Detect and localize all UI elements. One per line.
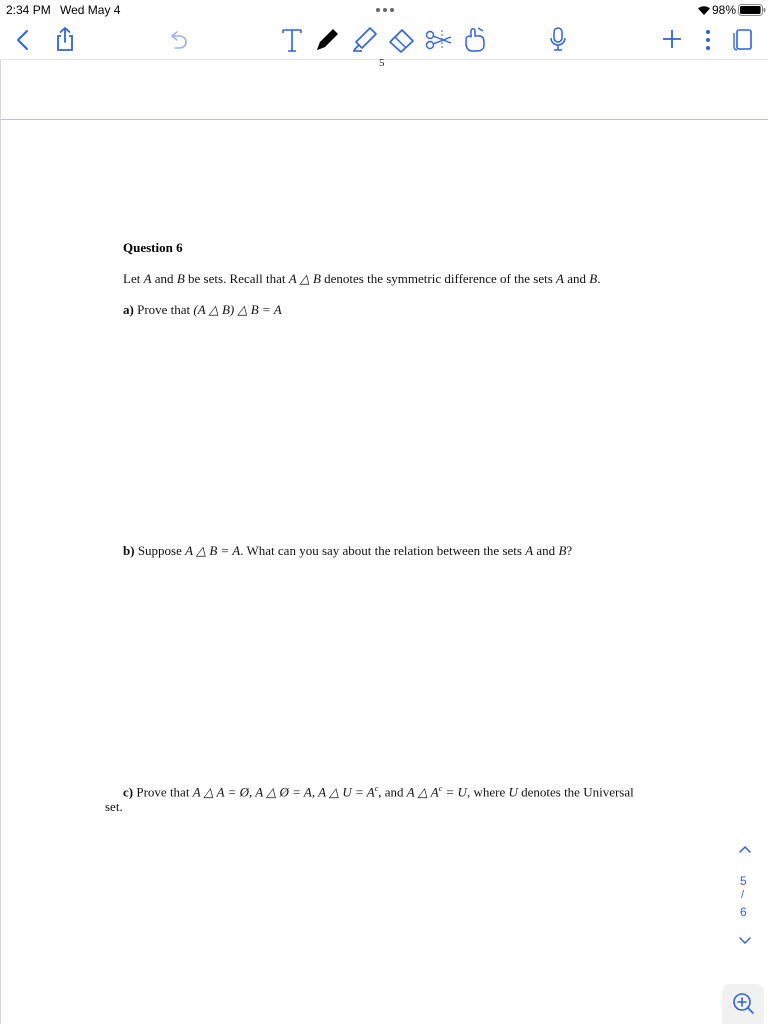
lasso-tool-button[interactable] xyxy=(424,26,454,52)
scissors-icon xyxy=(424,26,454,52)
share-icon xyxy=(54,26,76,52)
zoom-in-icon xyxy=(722,984,764,1024)
part-b-prompt: b) Suppose A △ B = A. What can you say about the relation between the sets A and B? xyxy=(123,543,573,558)
status-bar xyxy=(0,0,768,20)
pen-icon xyxy=(312,25,342,53)
microphone-icon xyxy=(547,25,569,53)
status-date: Wed May 4 xyxy=(60,3,121,17)
battery-icon xyxy=(738,3,766,17)
previous-page-number: 5 xyxy=(379,57,385,69)
pointer-tool-button[interactable] xyxy=(460,25,488,53)
question-title: Question 6 xyxy=(123,240,183,255)
question-intro: Let A and B be sets. Recall that A △ B denotes the symmetric difference of the sets A and B. xyxy=(123,271,601,286)
battery-percent: 98% xyxy=(712,3,737,17)
multitask-dots-icon[interactable] xyxy=(374,4,396,16)
page-separator: / xyxy=(741,889,745,901)
pages-icon xyxy=(731,26,755,52)
part-a-prompt: a) Prove that (A △ B) △ B = A xyxy=(123,302,282,317)
add-icon xyxy=(660,27,684,51)
back-button[interactable] xyxy=(12,27,34,53)
part-c-prompt: c) Prove that A △ A = Ø, A △ Ø = A, A △ $U = A^c$, and A △ $A^c = U$, where U denotes the Universal xyxy=(123,784,634,800)
hand-pointer-icon xyxy=(460,25,488,53)
undo-icon xyxy=(168,28,190,52)
audio-record-button[interactable] xyxy=(547,25,569,53)
eraser-icon xyxy=(386,25,416,53)
previous-page-bottom xyxy=(1,57,768,120)
next-page-chevron-icon[interactable] xyxy=(738,936,752,946)
pen-tool-button[interactable] xyxy=(312,25,342,53)
zoom-button[interactable] xyxy=(722,984,764,1024)
highlighter-tool-button[interactable] xyxy=(350,25,380,53)
document-canvas[interactable] xyxy=(0,57,768,1024)
previous-page-chevron-icon[interactable] xyxy=(738,844,752,854)
toolbar xyxy=(0,20,768,60)
text-tool-button[interactable] xyxy=(280,25,304,53)
add-button[interactable] xyxy=(660,27,684,51)
back-icon xyxy=(12,27,34,53)
more-options-button[interactable] xyxy=(698,27,718,53)
more-icon xyxy=(698,27,718,53)
share-button[interactable] xyxy=(54,26,76,52)
status-time: 2:34 PM xyxy=(6,3,51,17)
highlighter-icon xyxy=(350,25,380,53)
text-tool-icon xyxy=(280,25,304,53)
total-page-count: 6 xyxy=(740,905,747,919)
page-thumbnails-button[interactable] xyxy=(731,26,755,52)
current-page[interactable] xyxy=(1,121,768,1024)
current-page-number: 5 xyxy=(740,874,747,888)
eraser-tool-button[interactable] xyxy=(386,25,416,53)
part-c-continuation: set. xyxy=(105,799,123,814)
wifi-icon xyxy=(697,4,711,16)
undo-button[interactable] xyxy=(168,28,190,52)
